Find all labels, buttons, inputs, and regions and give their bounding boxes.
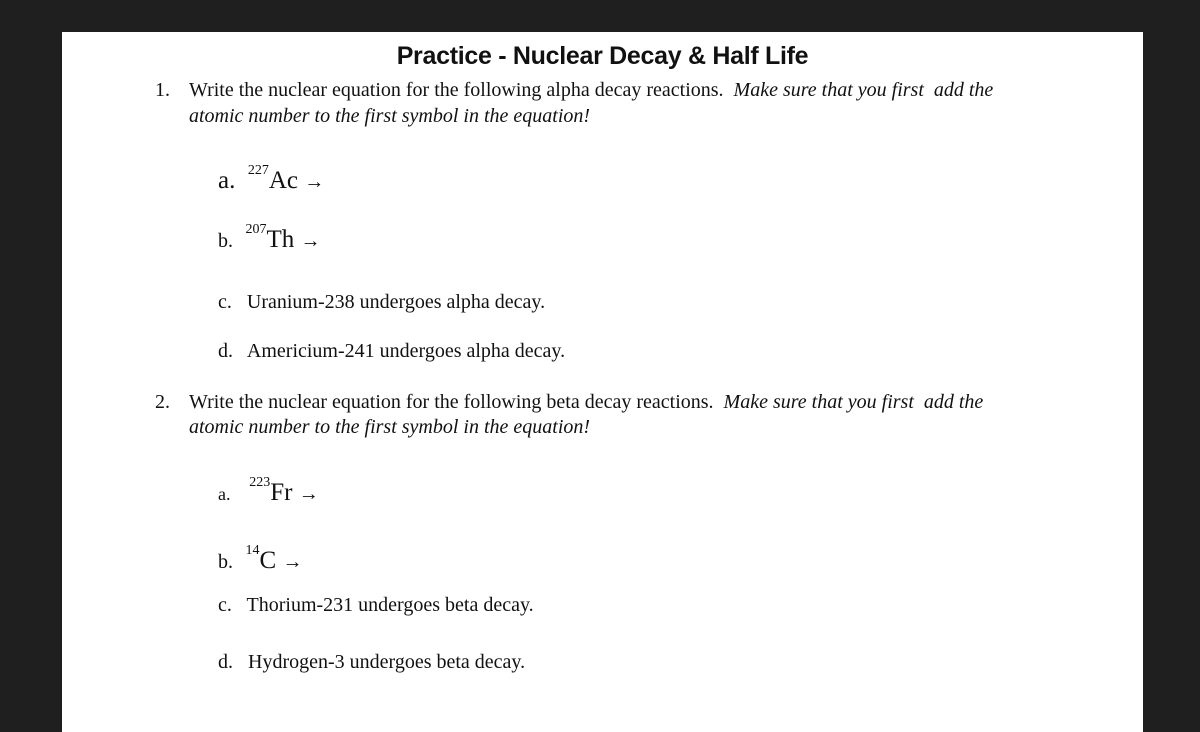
mass-number: 223 [249, 475, 271, 490]
mass-number: 227 [247, 163, 269, 178]
arrow-icon: → [282, 551, 303, 573]
element-symbol: Ac [268, 167, 299, 194]
question-2-note: Make sure that you first add the [723, 391, 984, 413]
question-2-number: 2. [155, 391, 170, 413]
question-1-number: 1. [155, 79, 170, 101]
question-2d [218, 651, 525, 674]
item-text: Uranium-238 undergoes alpha decay. [246, 291, 546, 313]
element-symbol: Th [266, 226, 295, 253]
item-label: c. [218, 594, 232, 616]
element-symbol: C [259, 547, 277, 574]
question-1-note: Make sure that you first add the [733, 79, 994, 101]
question-2b [218, 543, 303, 575]
element-symbol: Fr [270, 479, 293, 506]
question-1a [218, 163, 325, 195]
item-text: Thorium-231 undergoes beta decay. [246, 594, 534, 616]
item-text: Hydrogen-3 undergoes beta decay. [248, 651, 526, 673]
question-2-instruction: Write the nuclear equation for the following beta decay reactions. [189, 391, 714, 413]
question-1-text [189, 77, 993, 103]
item-label: d. [218, 651, 233, 673]
arrow-icon: → [304, 171, 325, 193]
document-page [62, 32, 1143, 732]
item-text: Americium-241 undergoes alpha decay. [246, 340, 566, 362]
item-label: b. [218, 551, 233, 573]
question-2-text [189, 389, 983, 415]
item-label: b. [218, 230, 233, 252]
question-2c [218, 594, 534, 617]
question-2a [218, 475, 319, 507]
mass-number: 207 [245, 222, 267, 237]
item-label: a. [218, 484, 231, 504]
page-title: Practice - Nuclear Decay & Half Life [396, 42, 809, 70]
question-1-note-line2: atomic number to the first symbol in the equation! [189, 105, 591, 127]
question-1c [218, 291, 545, 314]
arrow-icon: → [298, 483, 319, 505]
question-1d [218, 340, 565, 363]
question-1-instruction: Write the nuclear equation for the following alpha decay reactions. [189, 79, 724, 101]
question-1b [218, 222, 321, 254]
mass-number: 14 [245, 543, 260, 558]
item-label: a. [218, 167, 236, 194]
item-label: c. [218, 291, 232, 313]
question-2-note-line2: atomic number to the first symbol in the equation! [189, 416, 591, 438]
arrow-icon: → [300, 230, 321, 252]
item-label: d. [218, 340, 233, 362]
